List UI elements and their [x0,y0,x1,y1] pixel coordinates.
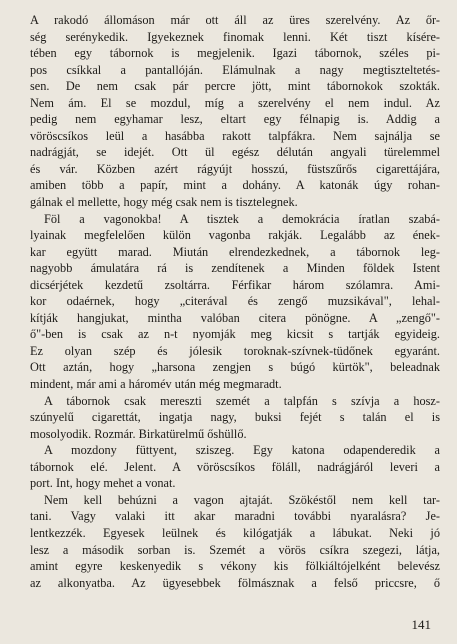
text-line: A tábornok csak mereszti szemét a talpfán s szívja a hosz- [44,393,440,408]
text-line: amint egyre keskenyedik s vékony kis fölkiáltójelként belevész [30,559,440,574]
text-line: Nem kell behúzni a vagon ajtaját. Szökéstől nem kell tar- [44,492,440,507]
text-line: Ez olyan szép és jólesik toroknak-szívnek-tüdőnek egyaránt. [30,343,440,358]
text-line: Föl a vagonokba! A tisztek a demokrácia íratlan szabá- [44,211,440,226]
text-line: A rakodó állomáson már ott áll az üres szerelvény. Az őr- [30,13,440,27]
text-line: kar együtt marad. Miután elrendezkednek, a tábornok leg- [30,244,440,259]
page-number: 141 [411,617,431,633]
text-line: dicsérjétek kezdetű zsoltárra. Férfikar három szólamra. Ami- [30,277,440,292]
text-line: és vár. Közben azért rágyújt hosszú, füstszűrős cigarettájára, [30,161,440,176]
text-line: ség serénykedik. Igyekeznek finomak lenni. Két tiszt kísére- [30,29,440,44]
text-line: Nem ám. El se mozdul, míg a szerelvény el nem indul. Az [30,95,440,110]
text-line: lyainak megfelelően külön vagonba rakják. Legalább az ének- [30,228,440,243]
text-line: pedig nem egyhamar lesz, eltart egy félnapig is. Addig a [30,112,440,127]
text-line: gálnak el mellette, hogy még csak nem is tisztelegnek. [30,195,298,210]
text-line: Ott aztán, hogy „harsona zengjen s búgó kürtök", beleadnak [30,360,440,375]
text-line: vöröscsíkos leül a hasábba rakott talpfákra. Nem sajnálja se [30,128,440,143]
text-line: tében egy tábornok is megjelenik. Igazi tábornok, széles pi- [30,46,440,61]
text-line: lentkezzék. Egyesek leülnek és kilógatják a lábukat. Neki jó [30,525,440,540]
text-line: kítják hangjukat, mintha valóban citera pönögne. A „zengő"- [30,310,440,325]
text-line: kor odaérnek, hogy „citerával és zengő muzsikával", lehal- [30,294,440,309]
text-line: ő"-ben is csak az n-t nyomják meg kicsit s tartják egyideig. [30,327,440,342]
text-line: A mozdony füttyent, sziszeg. Egy katona odapenderedik a [44,443,440,458]
text-line: port. Int, hogy mehet a vonat. [30,476,176,491]
text-line: pos csíkkal a pantallóján. Elámulnak a nagy megtiszteltetés- [30,62,440,77]
text-line: nadrágját, se idejét. Ott ül egész délután angyali türelemmel [30,145,440,160]
text-line: sen. De nem csak pár percre jött, mint tábornokok szokták. [30,79,440,94]
text-line: szúnyelű cigarettát, ingatja nagy, buksi fejét s talán el is [30,410,440,425]
text-line: nagyobb ámulatára rá is zendítenek a Minden földek Istent [30,261,440,276]
text-line: az alkonyatba. Az ügyesebbek fölmásznak a felső priccsre, ő [30,575,440,590]
text-line: mindent, már ami a háromév után még megmaradt. [30,377,282,392]
text-line: mosolyodik. Rozmár. Birkatürelmű őshüllő. [30,426,247,441]
text-line: lesz a második sorban is. Szemét a vörös csíkra szegezi, látja, [30,542,440,557]
text-line: tábornok elé. Jelent. A vöröscsíkos föláll, nadrágjáról leveri a [30,459,440,474]
body-text [30,12,440,591]
text-line: amiben több a papír, mint a dohány. A katonák úgy rohan- [30,178,440,193]
text-line: tani. Vagy valaki itt akar maradni további nyaralásra? Je- [30,509,440,524]
